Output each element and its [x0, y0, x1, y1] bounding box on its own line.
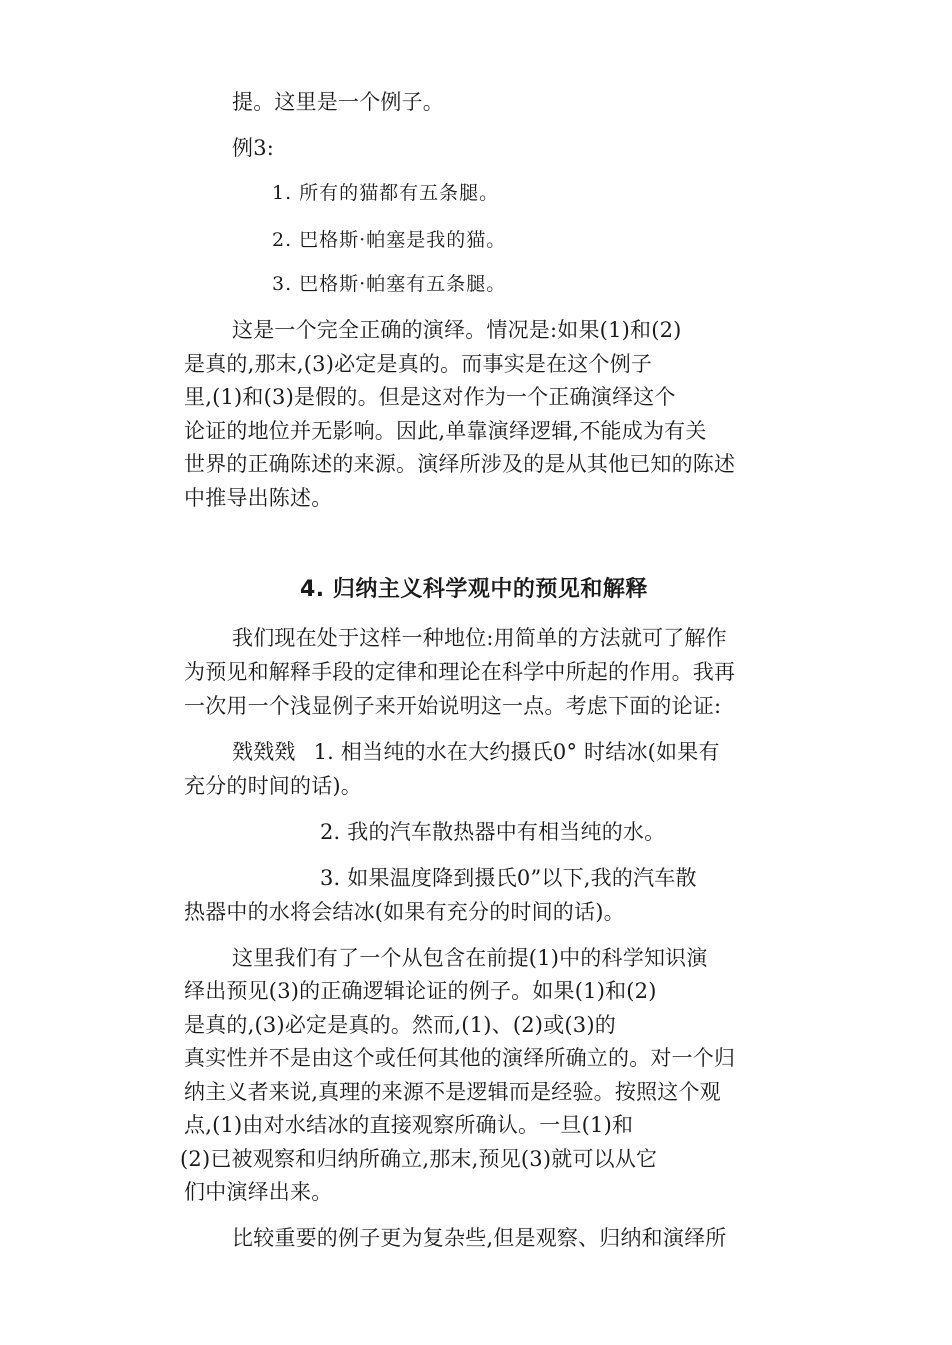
example-label: 例3:: [232, 136, 275, 160]
paragraph-2-line: 为预见和解释手段的定律和理论在科学中所起的作用。我再: [184, 660, 736, 684]
argument-item-3-continuation: 热器中的水将会结冰(如果有充分的时间的话)。: [184, 900, 625, 924]
paragraph-3-line: 绎出预见(3)的正确逻辑论证的例子。如果(1)和(2): [184, 979, 657, 1003]
paragraph-1-line: 是真的,那末,(3)必定是真的。而事实是在这个例子: [184, 352, 653, 376]
paragraph-1-line: 世界的正确陈述的来源。演绎所涉及的是从其他已知的陈述: [184, 452, 736, 476]
paragraph-1-line: 里,(1)和(3)是假的。但是这对作为一个正确演绎这个: [184, 385, 676, 409]
paragraph-3-line: (2)已被观察和归纳所确立,那末,预见(3)就可以从它: [180, 1147, 658, 1171]
argument-item-1-text: 1. 相当纯的水在大约摄氏0° 时结冰(如果有: [313, 740, 720, 764]
paragraph-4-line: 比较重要的例子更为复杂些,但是观察、归纳和演绎所: [232, 1226, 727, 1250]
paragraph-3-line: 们中演绎出来。: [184, 1180, 333, 1204]
syllogism-item-3: 3. 巴格斯·帕塞有五条腿。: [272, 273, 507, 295]
argument-item-1-continuation: 充分的时间的话)。: [184, 774, 362, 798]
paragraph-3-line: 纳主义者来说,真理的来源不是逻辑而是经验。按照这个观: [184, 1080, 721, 1104]
paragraph-3-line: 真实性并不是由这个或任何其他的演绎所确立的。对一个归: [184, 1046, 736, 1070]
paragraph-2-line: 我们现在处于这样一种地位:用简单的方法就可了解作: [232, 626, 727, 650]
argument-item-1: [232, 740, 720, 764]
paragraph-1-line: 中推导出陈述。: [184, 486, 333, 510]
paragraph-1-line: 这是一个完全正确的演绎。情况是:如果(1)和(2): [232, 318, 682, 342]
paragraph-3-line: 这里我们有了一个从包含在前提(1)中的科学知识演: [232, 946, 708, 970]
argument-prefix: 戣戣戣: [232, 740, 296, 764]
paragraph-3-line: 是真的,(3)必定是真的。然而,(1)、(2)或(3)的: [184, 1013, 616, 1037]
paragraph-3-line: 点,(1)由对水结冰的直接观察所确认。一旦(1)和: [184, 1113, 634, 1137]
syllogism-item-2: 2. 巴格斯·帕塞是我的猫。: [272, 229, 507, 251]
paragraph-1-line: 论证的地位并无影响。因此,单靠演绎逻辑,不能成为有关: [184, 419, 707, 443]
paragraph-fragment: 提。这里是一个例子。: [232, 90, 444, 114]
paragraph-2-line: 一次用一个浅显例子来开始说明这一点。考虑下面的论证:: [184, 694, 722, 718]
argument-item-3: 3. 如果温度降到摄氏0”以下,我的汽车散: [320, 866, 697, 890]
section-heading: 4. 归纳主义科学观中的预见和解释: [300, 577, 648, 602]
argument-item-2: 2. 我的汽车散热器中有相当纯的水。: [320, 820, 666, 844]
syllogism-item-1: 1. 所有的猫都有五条腿。: [272, 182, 500, 204]
